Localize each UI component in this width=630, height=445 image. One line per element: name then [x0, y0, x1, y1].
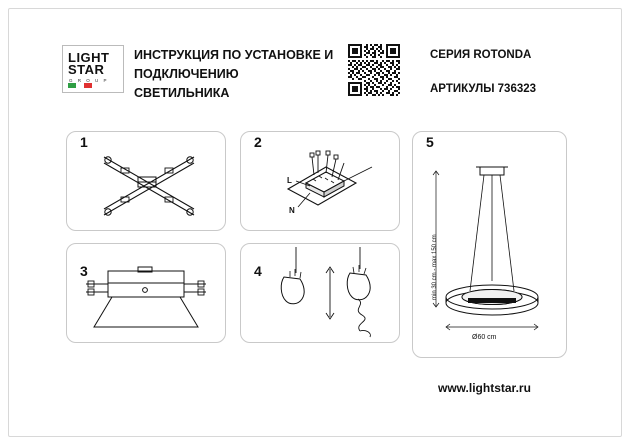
- page-title-line-2: ПОДКЛЮЧЕНИЮ СВЕТИЛЬНИКА: [134, 67, 239, 100]
- step-5-number: 5: [426, 134, 434, 150]
- qr-code-icon: [348, 44, 400, 96]
- height-dimension-label: min 30 cm - max 150 cm: [432, 234, 438, 300]
- diameter-dimension-label: Ø60 cm: [472, 334, 497, 341]
- step-2-number: 2: [254, 134, 262, 150]
- article-label: АРТИКУЛЫ 736323: [430, 83, 537, 95]
- logo-line-1: LIGHT: [68, 50, 110, 65]
- cable-adjust-hands-icon: [240, 243, 400, 348]
- logo-group-text: G R O U P: [69, 78, 109, 83]
- brand-logo: [62, 45, 124, 93]
- mounting-cross-bracket-icon: [66, 131, 226, 236]
- terminal-block-wiring-icon: [240, 131, 400, 236]
- step-3-number: 3: [80, 263, 88, 279]
- website-label: www.lightstar.ru: [438, 381, 531, 395]
- terminal-label-n: N: [289, 206, 295, 215]
- ceiling-plate-mounting-icon: [66, 243, 226, 348]
- logo-line-2: STAR: [68, 62, 105, 77]
- terminal-label-l: L: [287, 176, 292, 185]
- step-4-number: 4: [254, 263, 262, 279]
- series-label: СЕРИЯ ROTONDA: [430, 49, 532, 61]
- page-title-line-1: ИНСТРУКЦИЯ ПО УСТАНОВКЕ И: [134, 48, 334, 62]
- italy-flag-icon: [68, 83, 92, 88]
- page-title: [134, 46, 334, 103]
- step-1-number: 1: [80, 134, 88, 150]
